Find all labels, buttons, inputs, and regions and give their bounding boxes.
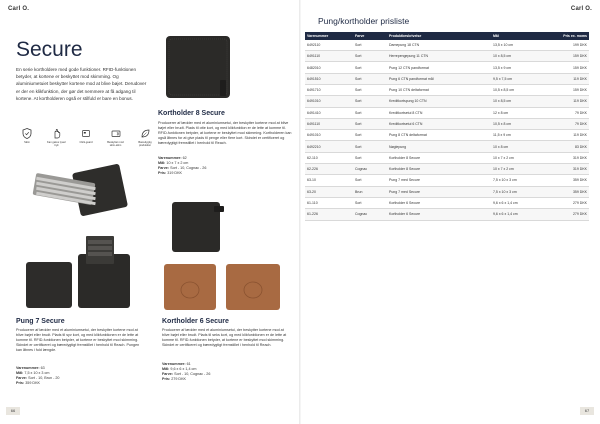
table-cell: 159 DKK: [555, 84, 589, 95]
feature-label: Beskyttet mod skim-skim: [107, 141, 124, 148]
feature-label: Skim: [24, 141, 30, 144]
column-header: Pris ex. moms: [555, 32, 589, 40]
table-cell: 6491710: [305, 84, 353, 95]
table-cell: 279 DKK: [555, 197, 589, 208]
hand-icon: [52, 128, 62, 139]
table-cell: Sort: [353, 197, 387, 208]
table-cell: Kortholder 8 Secure: [387, 164, 491, 175]
table-cell: 61-110: [305, 197, 353, 208]
table-cell: 319 DKK: [555, 164, 589, 175]
table-cell: 119 DKK: [555, 130, 589, 141]
brand-logo: Carl O.: [8, 6, 30, 12]
table-row: [305, 84, 589, 95]
table-row: [305, 62, 589, 73]
table-row: [305, 40, 589, 51]
table-row: [305, 209, 589, 220]
table-cell: 9,6 x 6 x 1,4 cm: [491, 197, 555, 208]
spec-key: Mål:: [162, 367, 170, 371]
table-header-row: [305, 32, 589, 40]
price-list-title: Pung/kortholder prisliste: [318, 16, 410, 26]
table-cell: 159 DKK: [555, 51, 589, 62]
table-cell: Sort: [353, 175, 387, 186]
table-cell: 9,6 x 6 x 1,4 cm: [491, 209, 555, 220]
table-cell: 6492210: [305, 141, 353, 152]
table-cell: 13,5 x 10 cm: [491, 40, 555, 51]
table-cell: 6482010: [305, 62, 353, 73]
product-photo-cardholder8-open: [160, 196, 232, 256]
feature-item: [75, 128, 97, 147]
spec-key: Mål:: [158, 161, 166, 165]
table-cell: Sort: [353, 40, 387, 51]
table-row: [305, 118, 589, 129]
spec-key: Farve:: [162, 372, 174, 376]
table-row: [305, 141, 589, 152]
table-cell: Pung 12 CTN pandformat: [387, 62, 491, 73]
table-row: [305, 186, 589, 197]
table-cell: Sort: [353, 107, 387, 118]
table-cell: Pung 7 med Secure: [387, 186, 491, 197]
table-cell: 79 DKK: [555, 118, 589, 129]
feature-item: [46, 128, 68, 147]
table-cell: Cognac: [353, 164, 387, 175]
product-photo-cards-fanned: [26, 158, 154, 222]
table-cell: Kreditkortsetui 6 CTN: [387, 118, 491, 129]
product-photo-cardholder8-closed: [158, 30, 238, 102]
spec-key: Pris:: [16, 381, 25, 385]
table-cell: 6491010: [305, 96, 353, 107]
feature-item: [134, 128, 156, 147]
table-cell: Cognac: [353, 209, 387, 220]
table-row: [305, 130, 589, 141]
table-cell: Kortholder 6 Secure: [387, 209, 491, 220]
table-cell: 6491110: [305, 118, 353, 129]
feature-label: Click-guard: [79, 141, 93, 144]
price-table-body: [305, 40, 589, 220]
product-description: Producerer af lædder med et aluminiumsetui, der beskytter kortene mod at blive bøjet eller brudt. Plads til seks kort, og med klikfunktionen er de lette at komme til. RFID-funktionen betyder, at kortene er beskyttet mod skimming. Skindet er certificeret og bæredygtigt fremstillet i henhold til Reach.: [162, 328, 287, 347]
spec-key: Varenummer:: [158, 156, 182, 160]
table-cell: 199 DKK: [555, 40, 589, 51]
spec-value: 279 DKK: [171, 377, 186, 381]
table-cell: Pung 10 CTN deltaformat: [387, 84, 491, 95]
table-cell: 10 x 7 x 2 cm: [491, 164, 555, 175]
table-cell: 10,5 x 8,5 cm: [491, 84, 555, 95]
spec-value: 61: [186, 362, 191, 366]
table-row: [305, 152, 589, 163]
table-cell: Pung 8 CTN deltaformat: [387, 130, 491, 141]
spec-value: Sort - 10, Cognac - 26: [170, 166, 207, 170]
table-cell: Pung 7 med Secure: [387, 175, 491, 186]
table-row: [305, 73, 589, 84]
table-cell: Kortholder 6 Secure: [387, 197, 491, 208]
table-cell: 6491410: [305, 107, 353, 118]
price-table: [305, 32, 589, 221]
table-cell: Sort: [353, 96, 387, 107]
spec-key: Varenummer:: [16, 366, 40, 370]
table-cell: 279 DKK: [555, 209, 589, 220]
table-cell: Sort: [353, 141, 387, 152]
table-cell: Sort: [353, 51, 387, 62]
table-cell: 62-110: [305, 152, 353, 163]
table-cell: 6491110: [305, 51, 353, 62]
table-cell: Kreditkortspung 10 CTN: [387, 96, 491, 107]
table-cell: Sort: [353, 118, 387, 129]
table-cell: 359 DKK: [555, 186, 589, 197]
table-cell: Pung 6 CTN pandformat mål: [387, 73, 491, 84]
feature-icons: [16, 128, 156, 147]
spec-row: [16, 381, 59, 386]
spec-value: Sort - 10, Brun - 20: [28, 376, 60, 380]
table-cell: 13,5 x 9 cm: [491, 62, 555, 73]
product-description: Producerer af lædder med et aluminiumsetui, der beskytter kortene mod at blive bøjet eller brudt. Plads til otte kort, og med klikfunktion er de lette at komme til. RFID-funktionen betyder, at kortene er beskyttet mod skimming. Kortholderen kan også åbnes for at give plads til penge eller flere kort. Skindet er certificeret og bæredygtigt fremstillet i henhold til Reach.: [158, 121, 292, 145]
rfid-card-icon: [111, 128, 121, 139]
table-cell: 6491510: [305, 73, 353, 84]
table-cell: 9,5 x 7,5 cm: [491, 73, 555, 84]
product-specs: [162, 362, 210, 382]
feature-label: Kan gøres tyveri tryk: [47, 141, 66, 148]
table-row: [305, 107, 589, 118]
table-cell: 63-10: [305, 175, 353, 186]
table-cell: 83 DKK: [555, 141, 589, 152]
feature-label: Bæredygtig produktion: [138, 141, 152, 148]
brand-logo: Carl O.: [570, 6, 592, 12]
table-cell: Damepung 18 CTN: [387, 40, 491, 51]
right-page: [300, 0, 600, 424]
table-cell: 10 x 7 x 2 cm: [491, 152, 555, 163]
shield-icon: [22, 128, 32, 139]
product-title: Kortholder 6 Secure: [162, 318, 229, 325]
spec-value: 62: [182, 156, 187, 160]
spec-key: Pris:: [162, 377, 171, 381]
column-header: Varenummer: [305, 32, 353, 40]
table-cell: 10,5 x 8 cm: [491, 118, 555, 129]
product-specs: [158, 156, 206, 176]
feature-item: [16, 128, 38, 147]
spec-key: Varenummer:: [162, 362, 186, 366]
column-header: Produktbeskrivelse: [387, 32, 491, 40]
spec-key: Farve:: [158, 166, 170, 170]
column-header: Mål: [491, 32, 555, 40]
table-cell: 7,5 x 10 x 3 cm: [491, 186, 555, 197]
column-header: Farve: [353, 32, 387, 40]
table-cell: Sort: [353, 130, 387, 141]
table-row: [305, 197, 589, 208]
intro-text: En serie kortholdere med gode funktioner. RFID-funktionen betyder, at kortene er beskyttet mod skimming. Og aluminiumetuiet beskytter kortene mod at blive bøjet. Derudover er der en klikfunktion, der gør det nemmere at få adgang til kortene. At kortholderen også er stilfuld er bare en bonus.: [16, 67, 147, 101]
table-cell: 79 DKK: [555, 107, 589, 118]
spec-key: Mål:: [16, 371, 24, 375]
feature-item: [105, 128, 127, 147]
table-row: [305, 96, 589, 107]
spec-key: Pris:: [158, 171, 167, 175]
table-cell: Sort: [353, 73, 387, 84]
spec-value: 9,6 x 6 x 1,4 cm: [170, 367, 197, 371]
table-cell: 10 x 8,5 cm: [491, 96, 555, 107]
card-icon: [81, 128, 91, 139]
product-specs: [16, 366, 59, 386]
product-description: Producerer af lædder med et aluminiumsetui, der beskytter kortene mod at blive bøjet eller brudt. Plads til syv kort, og med klikfunktionen er de lette at komme til. RFID-funktionen betyder, at kortene er beskyttet mod skimming. Skindet er certificeret og bæredygtigt fremstillet i henhold til Reach. Pungen kan åbnes i fuld længde.: [16, 328, 140, 352]
table-cell: 10 x 8,5 cm: [491, 51, 555, 62]
product-photo-cardholder6-cognac: [160, 262, 286, 312]
table-cell: Sort: [353, 62, 387, 73]
table-cell: 12 x 8 cm: [491, 107, 555, 118]
table-cell: 7,5 x 10 x 3 cm: [491, 175, 555, 186]
table-cell: 119 DKK: [555, 96, 589, 107]
spec-row: [162, 377, 210, 382]
spec-row: [158, 171, 206, 176]
table-cell: Brun: [353, 186, 387, 197]
table-cell: 359 DKK: [555, 175, 589, 186]
table-row: [305, 175, 589, 186]
page-number: 66: [6, 407, 20, 415]
table-cell: 62-226: [305, 164, 353, 175]
product-title: Pung 7 Secure: [16, 318, 65, 325]
table-cell: 11,5 x 9 cm: [491, 130, 555, 141]
table-cell: 6491010: [305, 130, 353, 141]
table-row: [305, 164, 589, 175]
product-photo-pung7: [16, 232, 136, 312]
spec-value: 63: [40, 366, 45, 370]
table-cell: 319 DKK: [555, 152, 589, 163]
spec-value: 359 DKK: [25, 381, 40, 385]
table-cell: 159 DKK: [555, 62, 589, 73]
table-cell: 10 x 8 cm: [491, 141, 555, 152]
table-cell: Kreditkortsetui 8 CTN: [387, 107, 491, 118]
table-cell: Nøglepung: [387, 141, 491, 152]
table-cell: 63-20: [305, 186, 353, 197]
table-row: [305, 51, 589, 62]
page-number: 67: [580, 407, 594, 415]
table-cell: Sort: [353, 84, 387, 95]
table-cell: 6492110: [305, 40, 353, 51]
spec-key: Farve:: [16, 376, 28, 380]
product-title: Kortholder 8 Secure: [158, 110, 225, 117]
spec-value: Sort - 10, Cognac - 26: [174, 372, 211, 376]
page-title: Secure: [16, 38, 83, 61]
leaf-icon: [140, 128, 150, 139]
table-cell: 119 DKK: [555, 73, 589, 84]
table-cell: Herrepengepung 11 CTN: [387, 51, 491, 62]
table-cell: 61-226: [305, 209, 353, 220]
table-cell: Sort: [353, 152, 387, 163]
spec-value: 10 x 7 x 2 cm: [166, 161, 189, 165]
spec-value: 7,5 x 10 x 3 cm: [24, 371, 50, 375]
spec-value: 319 DKK: [167, 171, 182, 175]
table-cell: Kortholder 8 Secure: [387, 152, 491, 163]
